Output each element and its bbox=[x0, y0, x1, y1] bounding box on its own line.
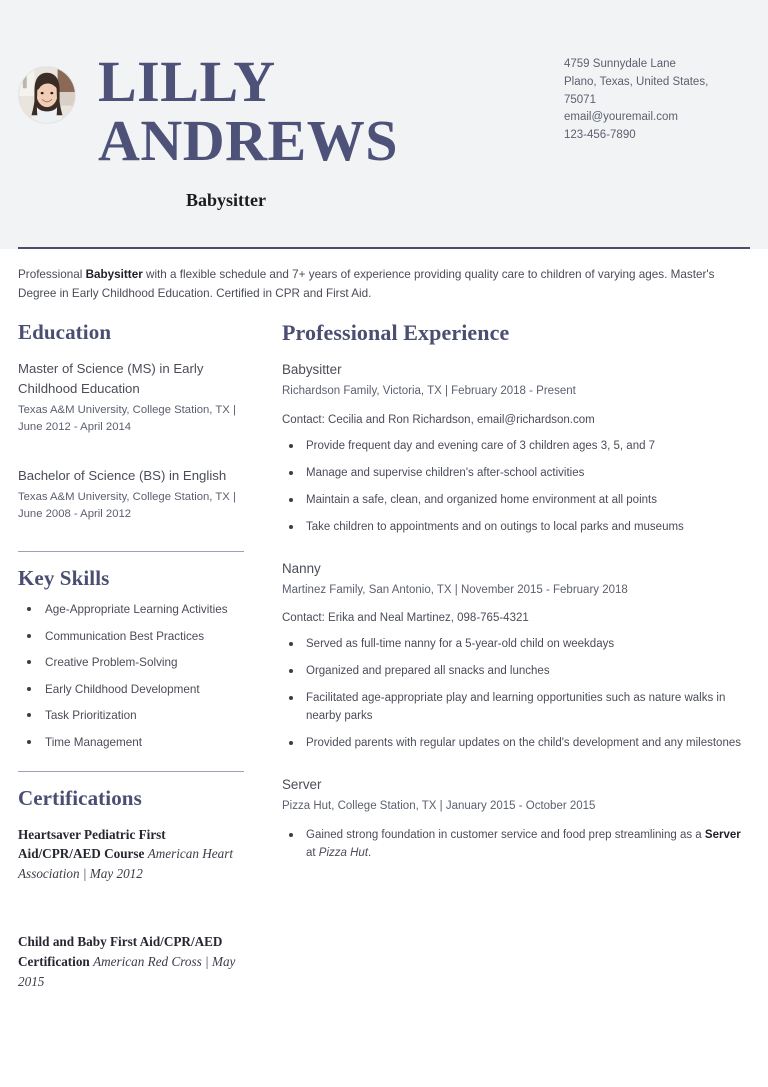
certification-entry bbox=[18, 825, 244, 884]
profile-photo-icon bbox=[19, 67, 75, 123]
job-meta: Martinez Family, San Antonio, TX | November 2015 - February 2018 bbox=[282, 583, 628, 596]
job-role: Babysitter bbox=[282, 362, 342, 378]
job-contact: Contact: Cecilia and Ron Richardson, email@richardson.com bbox=[282, 413, 595, 426]
job-duty: Provide frequent day and evening care of 3 children ages 3, 5, and 7 bbox=[282, 438, 750, 456]
job-duty: Served as full-time nanny for a 5-year-old child on weekdays bbox=[282, 636, 750, 654]
job-role: Nanny bbox=[282, 560, 321, 576]
certification-entry bbox=[18, 932, 244, 991]
certification-org: American Heart Association | May 2012 bbox=[18, 846, 234, 882]
avatar-container bbox=[18, 66, 76, 124]
skill-item: Age-Appropriate Learning Activities bbox=[18, 601, 244, 619]
avatar bbox=[18, 66, 76, 124]
certification-text bbox=[18, 825, 244, 884]
contact-info bbox=[564, 56, 750, 145]
education-section bbox=[18, 320, 244, 523]
summary-part2: with a flexible schedule and 7+ years of experience providing quality care to children of varying ages. Master's Degree in Early Childhood Education. Certified in CPR and First Aid. bbox=[18, 268, 715, 300]
job-title: Babysitter bbox=[186, 190, 266, 211]
education-heading: Education bbox=[18, 319, 112, 344]
header-divider bbox=[18, 247, 750, 249]
job-meta: Pizza Hut, College Station, TX | January 2015 - October 2015 bbox=[282, 800, 596, 813]
certification-name: Heartsaver Pediatric First Aid/CPR/AED Course bbox=[18, 826, 166, 862]
experience-entry bbox=[282, 775, 750, 863]
education-degree: Master of Science (MS) in Early Childhood Education bbox=[18, 361, 204, 397]
summary-part1: Professional bbox=[18, 268, 86, 281]
skill-item: Time Management bbox=[18, 734, 244, 752]
job-duty: Provided parents with regular updates on the child's development and any milestones bbox=[282, 735, 750, 753]
contact-email[interactable]: email@youremail.com bbox=[564, 111, 678, 124]
certification-org: American Red Cross | May 2015 bbox=[18, 953, 236, 989]
contact-street: 4759 Sunnydale Lane bbox=[564, 58, 676, 70]
experience-entry bbox=[282, 559, 750, 753]
job-duty: Organized and prepared all snacks and lunches bbox=[282, 663, 750, 681]
job-duty-list bbox=[282, 827, 750, 863]
job-meta: Richardson Family, Victoria, TX | February 2018 - Present bbox=[282, 385, 576, 398]
key-skills-heading: Key Skills bbox=[18, 566, 110, 591]
first-name: LILLY bbox=[98, 49, 276, 114]
key-skills-list bbox=[18, 601, 244, 751]
job-duty: Facilitated age-appropriate play and learning opportunities such as nature walks in nearby parks bbox=[282, 690, 750, 726]
body-columns bbox=[0, 304, 768, 992]
education-entry bbox=[18, 359, 244, 436]
education-entry bbox=[18, 466, 244, 523]
experience-entry bbox=[282, 360, 750, 536]
full-name bbox=[98, 49, 518, 174]
certifications-heading: Certifications bbox=[18, 785, 142, 810]
certification-name: Child and Baby First Aid/CPR/AED Certification bbox=[18, 934, 223, 969]
section-divider bbox=[18, 771, 244, 772]
duty-italic: Pizza Hut bbox=[318, 847, 369, 860]
education-meta: Texas A&M University, College Station, TX | June 2012 - April 2014 bbox=[18, 404, 236, 434]
job-duty-list bbox=[282, 438, 750, 537]
job-contact: Contact: Erika and Neal Martinez, 098-765-4321 bbox=[282, 612, 529, 625]
duty-post: . bbox=[368, 847, 372, 860]
experience-heading: Professional Experience bbox=[282, 319, 510, 345]
last-name: ANDREWS bbox=[98, 108, 398, 174]
job-duty: Take children to appointments and on outings to local parks and museums bbox=[282, 519, 750, 537]
skill-item: Early Childhood Development bbox=[18, 681, 244, 699]
duty-bold: Server bbox=[704, 829, 741, 842]
professional-summary bbox=[0, 249, 768, 304]
section-divider bbox=[18, 551, 244, 552]
summary-bold-role: Babysitter bbox=[85, 268, 143, 281]
duty-pre: Gained strong foundation in customer service and food prep streamlining as a bbox=[306, 829, 705, 842]
job-duty: Manage and supervise children's after-school activities bbox=[282, 465, 750, 483]
contact-city-state: Plano, Texas, United States, bbox=[564, 75, 709, 88]
skill-item: Communication Best Practices bbox=[18, 628, 244, 646]
education-meta: Texas A&M University, College Station, TX | June 2008 - April 2012 bbox=[18, 491, 236, 521]
left-column bbox=[0, 320, 262, 992]
job-duty bbox=[282, 827, 750, 863]
job-duty-list bbox=[282, 636, 750, 753]
education-degree: Bachelor of Science (BS) in English bbox=[18, 468, 227, 484]
job-role: Server bbox=[282, 776, 322, 792]
contact-phone[interactable]: 123-456-7890 bbox=[564, 129, 636, 142]
resume-header bbox=[0, 0, 768, 249]
certifications-section bbox=[18, 786, 244, 992]
certification-text bbox=[18, 932, 244, 991]
duty-mid: at bbox=[306, 847, 319, 860]
contact-zip: 75071 bbox=[564, 93, 596, 106]
right-column bbox=[262, 320, 768, 882]
skill-item: Task Prioritization bbox=[18, 707, 244, 725]
job-duty: Maintain a safe, clean, and organized home environment at all points bbox=[282, 492, 750, 510]
skill-item: Creative Problem-Solving bbox=[18, 654, 244, 672]
key-skills-section bbox=[18, 566, 244, 751]
